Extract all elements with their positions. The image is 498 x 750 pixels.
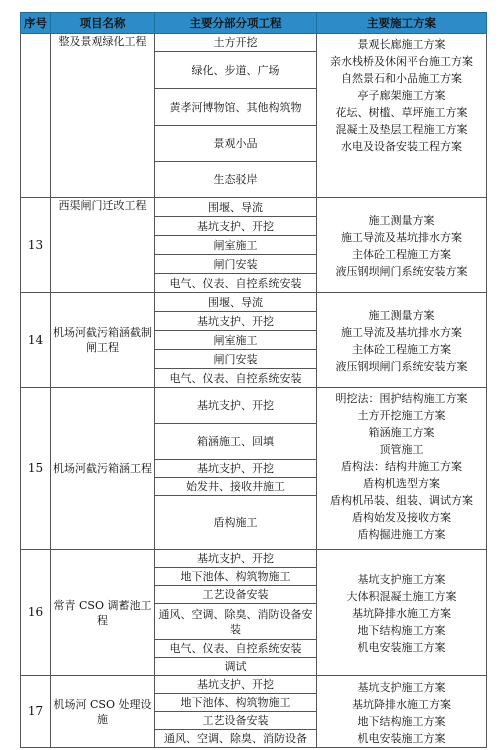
plan-item: 机电安装施工方案 <box>357 641 446 654</box>
plan-item: 机电安装施工方案 <box>357 731 446 745</box>
plan-item: 箱涵施工方案 <box>368 426 435 439</box>
row-project-name: 常青 CSO 调蓄池工程 <box>51 550 155 676</box>
plan-item: 土方开挖施工方案 <box>357 409 446 422</box>
plan-item: 施工导流及基坑排水方案 <box>341 231 462 244</box>
table-row <box>21 293 487 312</box>
row-subitem: 黄孝河博物馆、其他构筑物 <box>155 89 317 126</box>
plan-item: 主体砼工程施工方案 <box>352 248 451 261</box>
row-plans <box>317 34 487 198</box>
plan-item: 大体积混凝土施工方案 <box>346 590 457 603</box>
row-subitem: 闸室施工 <box>155 331 317 350</box>
plan-item: 亭子廊架施工方案 <box>357 89 446 102</box>
plan-item: 施工测量方案 <box>368 309 435 322</box>
plan-item: 盾构机选型方案 <box>363 477 440 490</box>
row-subitem: 盾构施工 <box>155 496 317 550</box>
row-subitem: 电气、仪表、自控系统安装 <box>155 640 317 658</box>
header-seq: 序号 <box>21 13 51 34</box>
row-plans <box>317 676 487 748</box>
row-subitem: 基坑支护、开挖 <box>155 312 317 331</box>
row-subitem: 基坑支护、开挖 <box>155 460 317 478</box>
plan-item: 液压钢坝闸门系统安装方案 <box>335 265 468 278</box>
row-project-name: 整及景观绿化工程 <box>51 34 155 198</box>
project-table <box>20 12 487 748</box>
table-row <box>21 34 487 52</box>
table-row <box>21 550 487 568</box>
plan-item: 亲水栈桥及休闲平台施工方案 <box>330 55 473 68</box>
plan-item: 主体砼工程施工方案 <box>352 343 451 356</box>
row-subitem: 闸室施工 <box>155 236 317 255</box>
plan-item: 基坑降排水施工方案 <box>352 607 451 620</box>
header-plans: 主要施工方案 <box>317 13 487 34</box>
row-subitem: 生态驳岸 <box>155 162 317 198</box>
row-subitem: 箱涵施工、回填 <box>155 424 317 460</box>
row-subitem: 基坑支护、开挖 <box>155 388 317 424</box>
row-subitem: 通风、空调、除臭、消防设备安装 <box>155 604 317 640</box>
row-subitem: 电气、仪表、自控系统安装 <box>155 369 317 388</box>
row-project-name: 机场河截污箱涵截制闸工程 <box>51 293 155 388</box>
row-subitem: 工艺设备安装 <box>155 712 317 730</box>
row-subitem: 基坑支护、开挖 <box>155 550 317 568</box>
plan-item: 花坛、树槛、草坪施工方案 <box>335 106 468 119</box>
plan-item: 盾构始发及接收方案 <box>352 511 451 524</box>
row-subitem: 景观小品 <box>155 126 317 162</box>
row-seq <box>21 34 51 198</box>
row-subitem: 闸门安装 <box>155 350 317 369</box>
row-subitem: 闸门安装 <box>155 255 317 274</box>
plan-item: 水电及设备安装工程方案 <box>341 140 462 153</box>
plan-item: 基坑支护施工方案 <box>357 573 446 586</box>
row-seq: 14 <box>21 293 51 388</box>
header-row <box>21 13 487 34</box>
header-project-name: 项目名称 <box>51 13 155 34</box>
row-seq: 13 <box>21 198 51 293</box>
plan-item: 景观长廊施工方案 <box>357 38 446 51</box>
row-subitem: 土方开挖 <box>155 34 317 52</box>
row-subitem: 始发井、接收井施工 <box>155 478 317 496</box>
plan-item: 明挖法：围护结构施工方案 <box>335 392 468 405</box>
table-row <box>21 388 487 424</box>
table-body <box>21 34 487 748</box>
plan-item: 基坑支护施工方案 <box>357 680 446 694</box>
plan-item: 混凝土及垫层工程施工方案 <box>335 123 468 136</box>
row-project-name: 机场河 CSO 处理设施 <box>51 676 155 748</box>
row-seq: 16 <box>21 550 51 676</box>
row-subitem: 围堰、导流 <box>155 293 317 312</box>
row-project-name: 西渠闸门迁改工程 <box>51 198 155 293</box>
plan-item: 施工导流及基坑排水方案 <box>341 326 462 339</box>
row-subitem: 调试 <box>155 658 317 676</box>
plan-item: 盾构掘进施工方案 <box>357 528 446 541</box>
row-subitem: 通风、空调、除臭、消防设备 <box>155 730 317 748</box>
header-subitems: 主要分部分项工程 <box>155 13 317 34</box>
row-project-name: 机场河截污箱涵工程 <box>51 388 155 550</box>
row-plans <box>317 293 487 388</box>
table-row <box>21 676 487 694</box>
row-subitem: 电气、仪表、自控系统安装 <box>155 274 317 293</box>
plan-item: 盾构法：结构井施工方案 <box>341 460 462 473</box>
row-plans <box>317 198 487 293</box>
row-plans <box>317 550 487 676</box>
plan-item: 施工测量方案 <box>368 214 435 227</box>
row-subitem: 工艺设备安装 <box>155 586 317 604</box>
row-subitem: 地下池体、构筑物施工 <box>155 694 317 712</box>
plan-item: 液压钢坝闸门系统安装方案 <box>335 360 468 373</box>
row-seq: 17 <box>21 676 51 748</box>
plan-item: 地下结构施工方案 <box>357 624 446 637</box>
plan-item: 自然景石和小品施工方案 <box>341 72 462 85</box>
row-subitem: 围堰、导流 <box>155 198 317 217</box>
plan-item: 顶管施工 <box>379 443 424 456</box>
row-subitem: 地下池体、构筑物施工 <box>155 568 317 586</box>
plan-item: 基坑降排水施工方案 <box>352 697 451 711</box>
row-subitem: 基坑支护、开挖 <box>155 676 317 694</box>
row-seq: 15 <box>21 388 51 550</box>
plan-item: 地下结构施工方案 <box>357 714 446 728</box>
row-subitem: 基坑支护、开挖 <box>155 217 317 236</box>
table-row <box>21 198 487 217</box>
row-subitem: 绿化、步道、广场 <box>155 52 317 89</box>
plan-item: 盾构机吊装、组装、调试方案 <box>330 494 473 507</box>
row-plans <box>317 388 487 550</box>
